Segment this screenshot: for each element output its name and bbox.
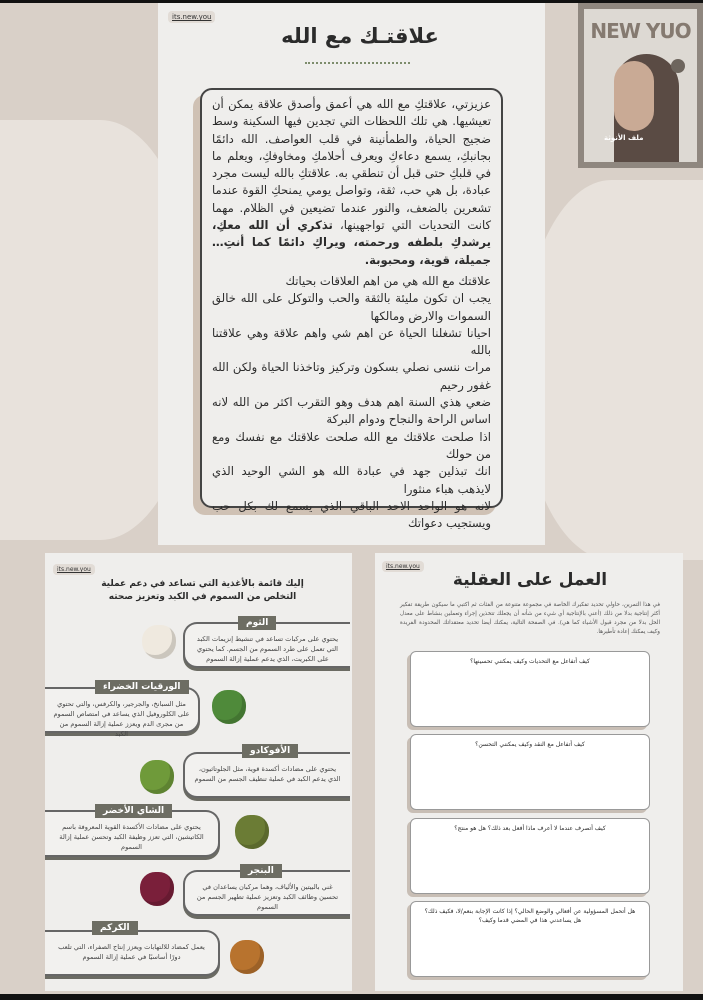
food-name: الأفوكادو	[242, 744, 298, 758]
foods-title: إليك قائمة بالأغذية التي تساعد في دعم عملية التخلص من السموم في الكبد وتعزيز صحته	[101, 579, 304, 602]
magazine-headline: ملف الأنوثة	[604, 134, 644, 142]
food-description: يحتوي على مضادات الأكسدة القوية المعروفة باسم الكاتيشين، التي تعزز وظيفة الكبد وتحسن عملية إزالة السموم	[59, 823, 204, 851]
magazine-brand: NEW YUO	[590, 19, 691, 43]
text-line: يجب ان تكون مليئة بالثقة والحب والتوكل على الله خالق السموات والارض ومالكها	[212, 291, 491, 323]
green-tea-icon	[235, 815, 269, 849]
mindset-title: العمل على العقلية	[452, 570, 608, 590]
question-text: كيف أتفاعل مع النقد وكيف يمكنني التحسن؟	[475, 741, 585, 748]
text-line: لانه هو الواحد الاحد الباقي الذي يسمع لك بكل حب ويستجيب دعواتك	[212, 498, 491, 531]
food-name: البنجر	[240, 864, 282, 878]
handle-tag[interactable]: its.new.you	[53, 564, 95, 575]
intro-text: عزيزتي، علاقتكِ مع الله هي أعمق وأصدق علاقة يمكن أن تعيشيها. هي تلك اللحظات التي تجدين فيها السكينة وسط ضجيج الحياة، والطمأنينة في قلب العواصف. الله دائمًا بجانبكِ، يسمع دعاءكِ ويعرف أحلامكِ ومخاوفكِ، ويعلم ما في قلبكِ حتى قبل أن تنطقي به. علاقتكِ بالله ليست مجرد عبادة، بل هي حب، ثقة، وتواصل يومي يمنحكِ القوة عندما تشعرين بالضعف، والنور عندما تضيعين في الظلام. مهما كانت التحديات التي تواجهينها،	[212, 97, 492, 233]
handle-tag[interactable]: its.new.you	[382, 561, 424, 572]
text-line: علاقتك مع الله هي من اهم العلاقات بحياتك	[285, 273, 491, 288]
mindset-intro: في هذا التمرين، حاولي تحديد تفكيرك الخاصة في مجموعة متنوعة من الفئات ثم اكتبي ما سيكون طريقة تفكير أكثر إنتاجية بدلا من ذلك (أعني بالإنتاجية أي شيء من شأنه أن يجعلك تتخذين إجراء وتعملين بنشاط على معدل الحل بدلا من مجرد قبول الأشياء كما هي). في الصفحة التالية، يمكنك أيضا تحديد معتقداتك المحدودة الفريدة وكيف يمكنك إعادة تأطيرها.	[400, 602, 660, 635]
food-description: يحتوي على مضادات أكسدة قوية، مثل الجلوتاثيون، الذي يدعم الكبد في عملية تنظيف الجسم من السموم	[194, 765, 341, 783]
lines-list	[212, 273, 491, 532]
food-description: غني بالبيتين والألياف، وهما مركبان يساعدان في تحسين وظائف الكبد وتعزيز عملية تطهير الجسم من السموم	[196, 883, 339, 911]
food-name: الكركم	[92, 921, 138, 935]
magazine-cover	[578, 3, 703, 168]
question-box[interactable]	[410, 901, 650, 977]
beetroot-icon	[140, 872, 174, 906]
food-card	[45, 930, 220, 976]
page-title: علاقتـك مع الله	[281, 24, 439, 48]
food-description: مثل السبانخ، والجرجير، والكرفس، والتي تحتوي على الكلوروفيل الذي يساعد في امتصاص السموم من مجرى الدم ويعزز عملية إزالة السموم من الكبد	[53, 700, 190, 738]
question-box[interactable]	[410, 818, 650, 894]
food-card	[183, 752, 350, 798]
question-text: هل أتحمل المسؤولية عن أفعالي والوضع الحالي؟ إذا كانت الإجابة بنعم/لا، فكيف ذلك؟ هل يساعدني هذا في المضي قدما وكيف؟	[424, 908, 636, 924]
leafy-greens-icon	[212, 690, 246, 724]
bottom-border	[0, 994, 703, 1000]
question-text: كيف أتفاعل مع التحديات وكيف يمكنني تحسينها؟	[470, 658, 590, 665]
question-text: كيف أتصرف عندما لا أعرف ماذا أفعل بعد ذلك؟ هل هو منتج؟	[454, 825, 606, 832]
food-name: الثوم	[238, 616, 276, 630]
food-name: الشاي الأخضر	[95, 804, 172, 818]
leaf-divider-icon	[305, 62, 410, 68]
food-name: الورقيات الخضراء	[95, 680, 189, 694]
text-line: اذا صلحت علاقتك مع الله صلحت علاقتك مع نفسك ومع من حولك	[212, 429, 491, 461]
handle-tag[interactable]: its.new.you	[168, 11, 215, 23]
text-line: احيانا تشغلنا الحياة عن اهم شي واهم علاقة وهي علاقتنا بالله	[212, 325, 491, 358]
background-shape	[520, 180, 703, 560]
text-line: مرات ننسى نصلي بسكون وتركيز وتاخذنا الحياة ولكن الله غفور رحيم	[212, 360, 491, 392]
question-box[interactable]	[410, 651, 650, 727]
portrait-face	[614, 61, 654, 131]
food-description: يعمل كمضاد للالتهابات ويعزز إنتاج الصفراء، التي تلعب دورًا أساسيًا في عملية إزالة السموم	[58, 943, 205, 961]
circle-decoration	[671, 59, 685, 73]
intro-bold: تذكري أن الله معكِ، يرشدكِ بلطفه ورحمته، ويراكِ دائمًا كما أنتِ… جميلة، قوية، ومحبوبة.	[212, 218, 491, 267]
food-description: يحتوي على مركبات تساعد في تنشيط إنزيمات الكبد التي تعمل على طرد السموم من الجسم. كما يحتوي على الكبريت، الذي يدعم عملية إزالة السموم	[196, 635, 339, 663]
text-box	[200, 88, 503, 531]
turmeric-icon	[230, 940, 264, 974]
question-box[interactable]	[410, 734, 650, 810]
avocado-icon	[140, 760, 174, 794]
garlic-icon	[142, 625, 176, 659]
text-line: انك تبذلين جهد في عبادة الله هو الشي الوحيد الذي لايذهب هباء منثورا	[212, 464, 491, 496]
text-line: ضعي هذي السنة اهم هدف وهو التقرب اكثر من الله لانه اساس الراحة والنجاح ودوام البركة	[212, 395, 491, 427]
